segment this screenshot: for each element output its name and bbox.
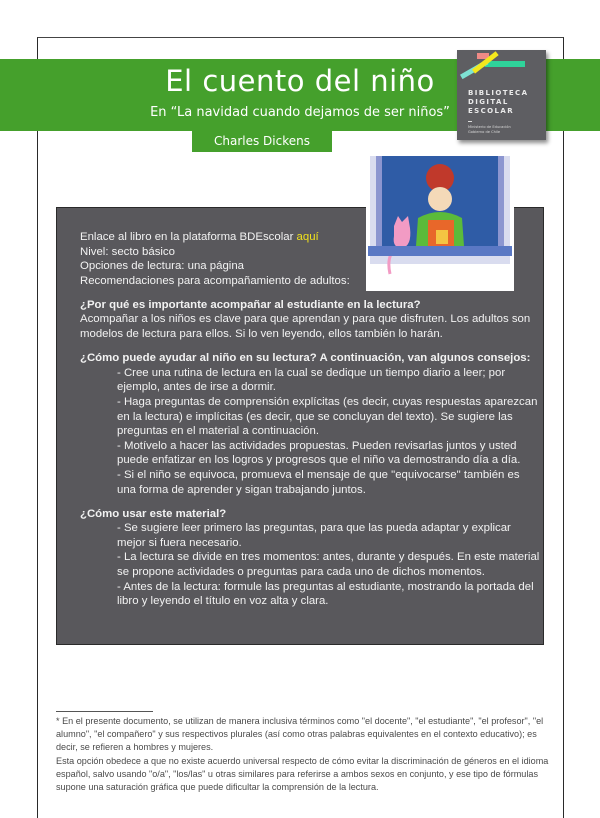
tip-item: - Si el niño se equivoca, promueva el mensaje de que "equivocarse" también es una forma de aprender y sigan trabajando juntos.: [117, 468, 520, 496]
section-body-importance: Acompañar a los niños es clave para que aprendan y para que disfruten. Los adultos son modelos de lectura para ellos. Si lo ven leyendo, ellos también lo harán.: [80, 313, 531, 341]
logo-government: Gobierno de Chile: [468, 130, 501, 134]
recommendations-label: Recomendaciones para acompañamiento de adultos:: [80, 274, 350, 287]
logo-text-biblioteca: BIBLIOTECA: [468, 89, 529, 97]
footnote-paragraph-2: Esta opción obedece a que no existe acuerdo universal respecto de cómo evitar la discriminación de géneros en el idioma español, salvo usando "o/a", "los/las" u otras similares para referirse a ambos sexos en conjunto, y ese tipo de fórmulas supone una saturación gráfica que puede dificultar la comprensión de la lectura.: [56, 755, 549, 793]
biblioteca-digital-logo: [457, 50, 546, 140]
section-heading-tips: ¿Cómo puede ayudar al niño en su lectura? A continuación, van algunos consejos:: [80, 352, 531, 365]
level-info: Nivel: secto básico: [80, 245, 175, 258]
book-link-label: Enlace al libro en la plataforma BDEscolar: [80, 231, 294, 243]
author-label: Charles Dickens: [192, 131, 332, 152]
logo-text-escolar: ESCOLAR: [468, 107, 514, 115]
page-subtitle: En “La navidad cuando dejamos de ser niños”: [150, 105, 450, 120]
logo-dash: [468, 121, 472, 122]
footnote-divider: [56, 711, 153, 712]
reading-options-info: Opciones de lectura: una página: [80, 260, 245, 273]
section-heading-importance: ¿Por qué es importante acompañar al estudiante en la lectura?: [80, 298, 421, 311]
usage-item: - La lectura se divide en tres momentos: antes, durante y después. En este material se propone actividades o preguntas para cada uno de dichos momentos.: [117, 551, 540, 578]
section-heading-usage: ¿Cómo usar este material?: [80, 507, 227, 520]
logo-stripes-icon: [457, 50, 546, 90]
footnote: [56, 715, 556, 794]
tip-item: - Haga preguntas de comprensión explícitas (es decir, cuyas respuestas aparezcan en la lectura) e implícitas (es decir, que se concluyan del texto). Se sugiere las preguntas en el material a continuación.: [117, 395, 538, 438]
page-title: El cuento del niño: [165, 64, 435, 98]
logo-ministry: Ministerio de Educación: [468, 125, 511, 129]
tip-item: - Motívelo a hacer las actividades propuestas. Pueden revisarlas juntos y usted puede enfatizar en los logros y progresos que el niño va demostrando día a día.: [117, 439, 521, 467]
tip-item: - Cree una rutina de lectura en la cual se dedique un tiempo diario a leer; por ejemplo, antes de irse a dormir.: [117, 366, 506, 394]
usage-item: - Se sugiere leer primero las preguntas, para que las pueda adaptar y explicar mejor si fuera necesario.: [117, 522, 511, 549]
book-link[interactable]: aquí: [296, 231, 319, 243]
info-panel-content: [80, 230, 540, 609]
footnote-paragraph-1: * En el presente documento, se utilizan de manera inclusiva términos como "el docente", "el estudiante", "el profesor", "el alumno", "el compañero" y sus respectivos plurales (así como otras palabras equivalentes en el contexto educativo); es decir, se refieren a hombres y mujeres.: [56, 716, 544, 753]
usage-item: - Antes de la lectura: formule las preguntas al estudiante, mostrando la portada del libro y leyendo el título en voz alta y clara.: [117, 580, 534, 608]
logo-text-digital: DIGITAL: [468, 98, 509, 106]
